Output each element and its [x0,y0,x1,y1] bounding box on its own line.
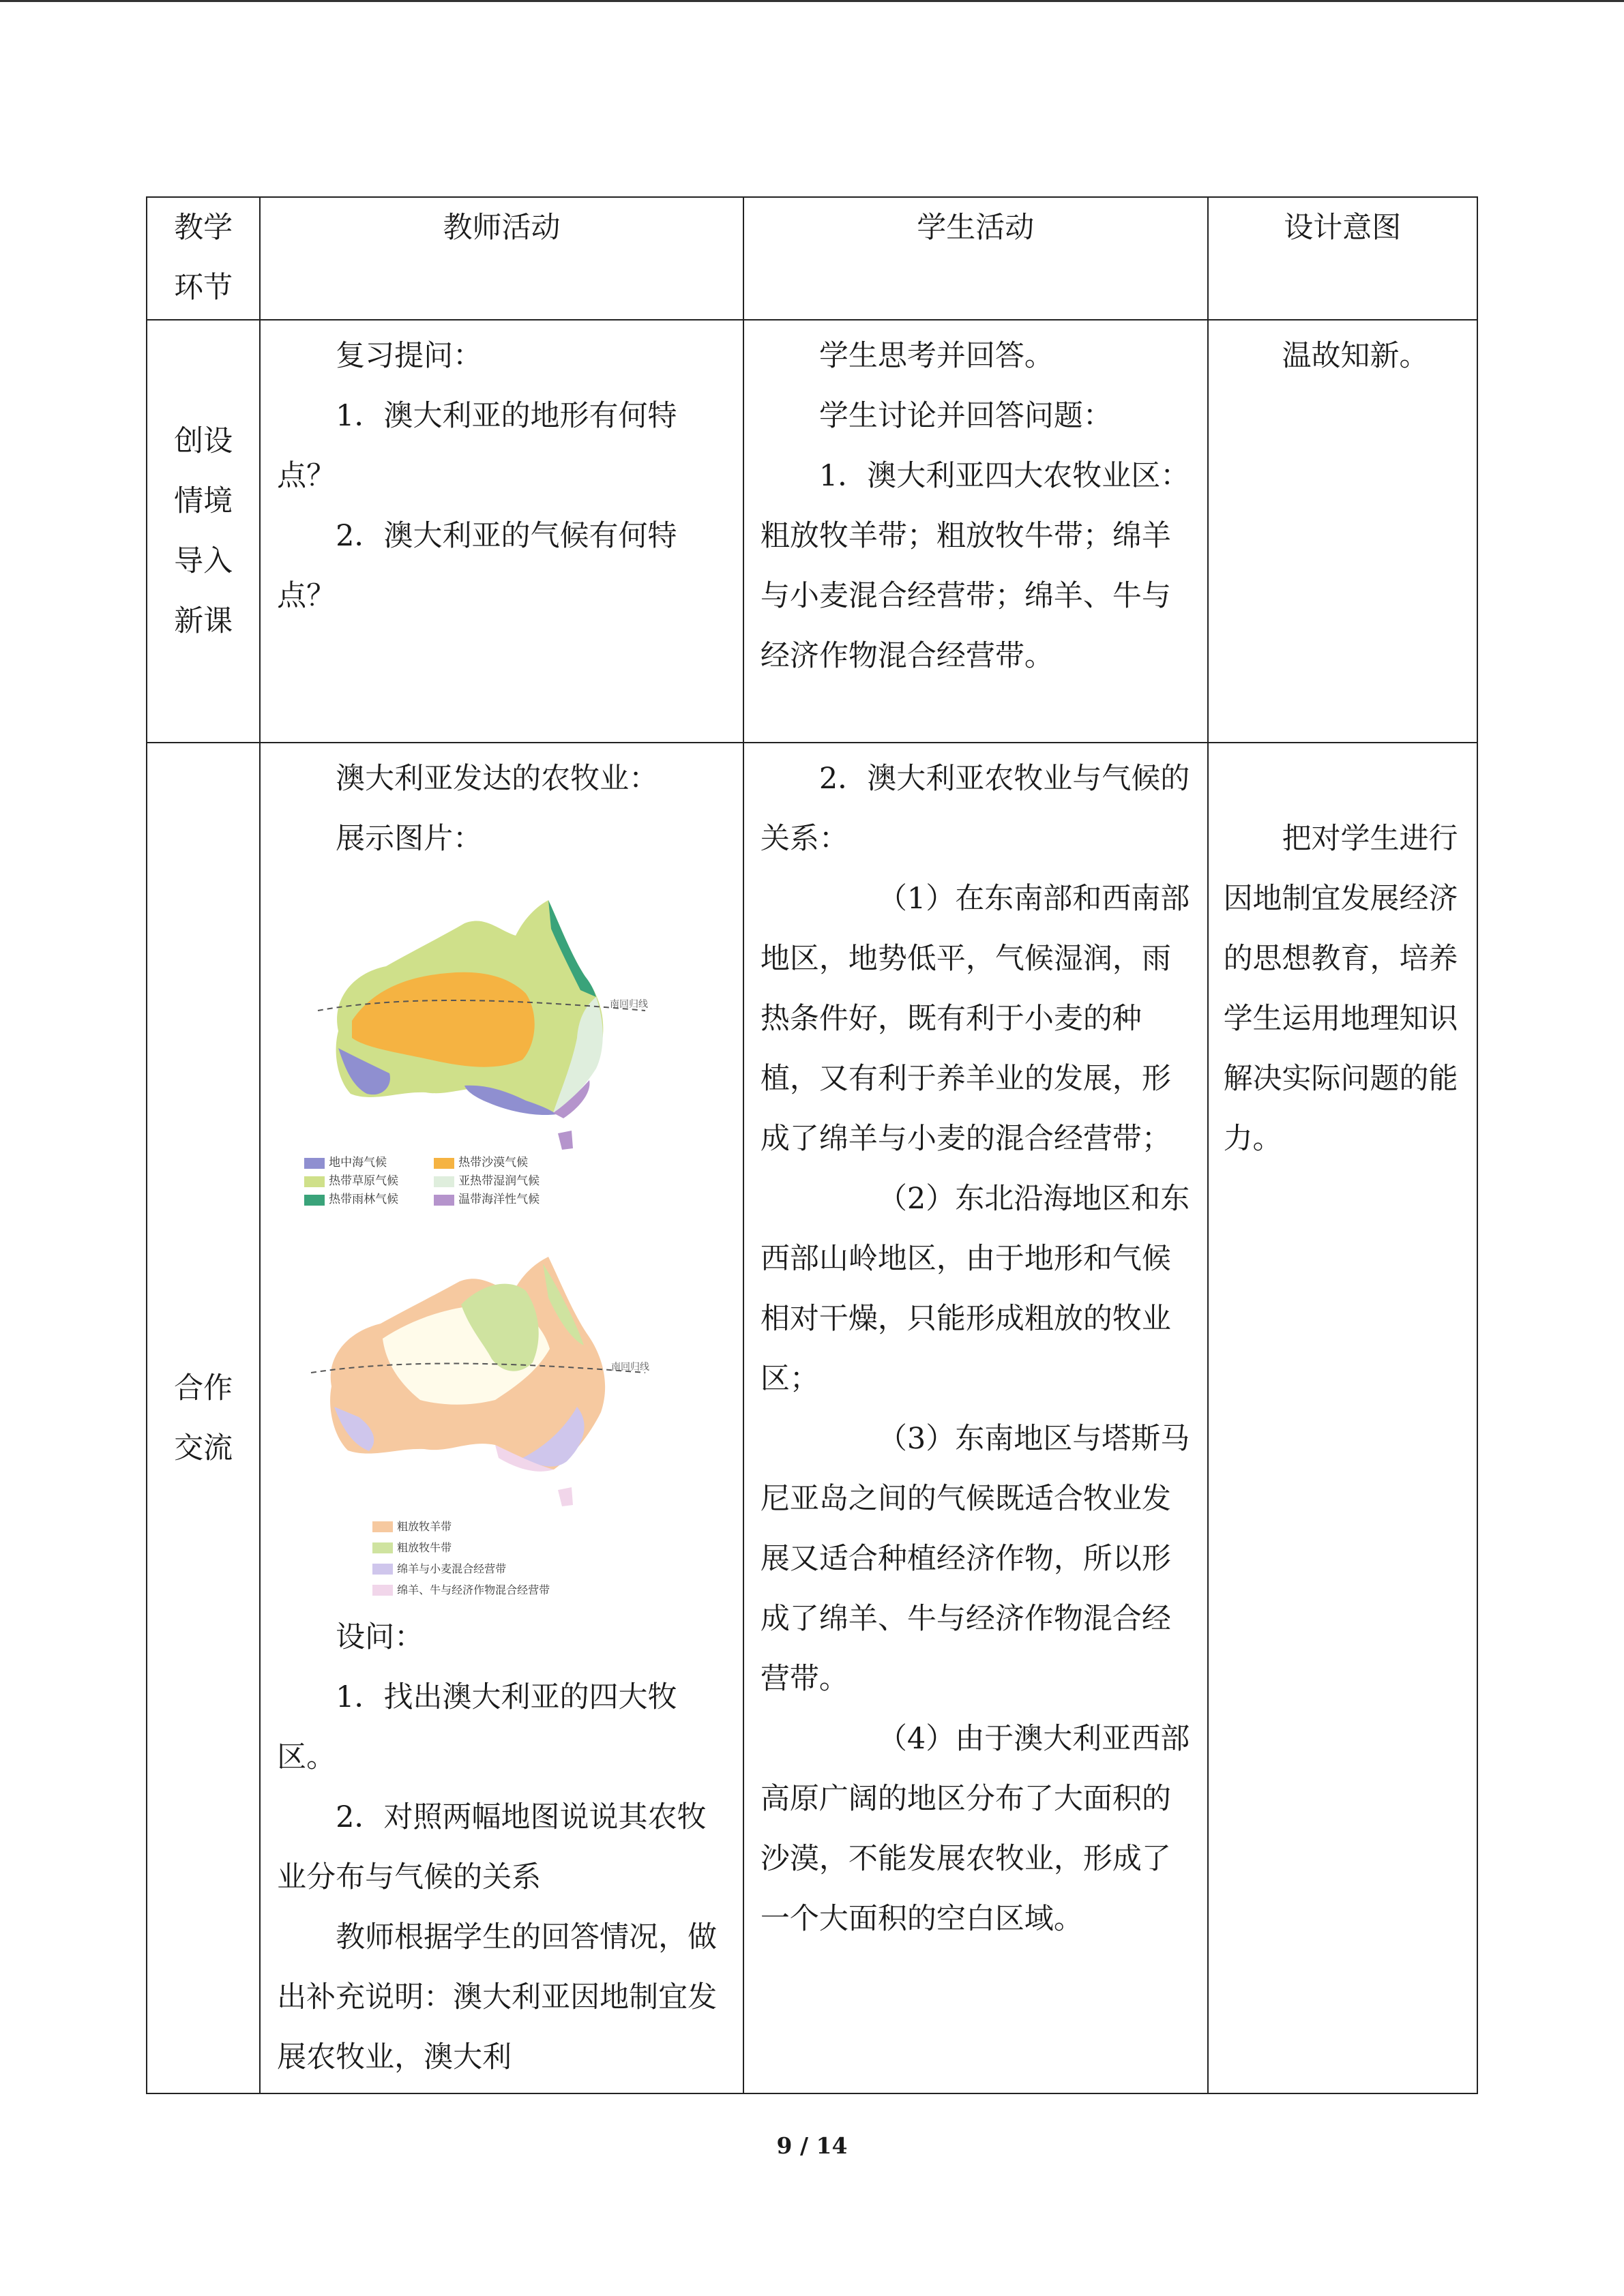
student-paragraph: （3）东南地区与塔斯马尼亚岛之间的气候既适合牧业发展又适合种植经济作物，所以形成了绵羊、牛与经济作物混合经营带。 [760,1422,1190,1696]
legend-item: 亚热带湿润气候 [434,1172,570,1191]
student-paragraph: 学生思考并回答。 [818,339,1054,373]
tropic-label: 南回归线 [610,999,649,1010]
legend-item: 粗放牧羊带 [372,1516,673,1537]
teacher-paragraph: 设问： [336,1620,424,1654]
student-activity-cell [743,320,1208,743]
legend-item: 绵羊与小麦混合经营带 [372,1558,673,1579]
header-teacher: 教师活动 [260,197,743,320]
table-row [147,320,1477,743]
page-number: 9 / 14 [776,2132,848,2159]
climate-legend [304,1154,673,1209]
legend-item: 粗放牧牛带 [372,1537,673,1558]
header-stage: 教学环节 [147,197,260,320]
teacher-paragraph: 1．找出澳大利亚的四大牧区。 [277,1680,677,1774]
student-paragraph: 1．澳大利亚四大农牧业区：粗放牧羊带；粗放牧牛带；绵羊与小麦混合经营带；绵羊、牛与经济作物混合经营带。 [760,459,1190,673]
stage-label: 合作交流 [174,1371,233,1465]
design-intent-cell [1208,743,1477,2093]
student-activity-cell [743,743,1208,2093]
stage-cell [147,320,260,743]
teacher-paragraph: 教师根据学生的回答情况，做出补充说明：澳大利亚因地制宜发展农牧业，澳大利 [277,1920,718,2074]
legend-item: 温带海洋性气候 [434,1191,570,1209]
teacher-paragraph: 2．对照两幅地图说说其农牧业分布与气候的关系 [277,1800,707,1894]
table-header-row [147,197,1477,320]
teacher-paragraph: 复习提问： [336,339,483,373]
climate-map-figure [291,881,673,1209]
tropic-label: 南回归线 [611,1362,650,1373]
teacher-paragraph: 2．澳大利亚的气候有何特点？ [277,519,677,613]
legend-item: 绵羊、牛与经济作物混合经营带 [372,1579,673,1600]
agriculture-legend [372,1516,673,1600]
stage-cell [147,743,260,2093]
stage-label: 创设情境导入新课 [174,424,233,638]
climate-map-image [291,881,673,1154]
agriculture-map-image [291,1236,673,1516]
student-paragraph: （4）由于澳大利亚西部高原广阔的地区分布了大面积的沙漠，不能发展农牧业，形成了一个大面积的空白区域。 [760,1722,1190,1936]
legend-item: 地中海气候 [304,1154,420,1172]
teacher-activity-cell [260,743,743,2093]
top-rule [0,0,1624,2]
student-paragraph: 2．澳大利亚农牧业与气候的关系： [760,762,1190,856]
teacher-paragraph: 1．澳大利亚的地形有何特点？ [277,399,677,493]
teacher-paragraph: 展示图片： [336,822,483,856]
header-intent: 设计意图 [1208,197,1477,320]
intent-text: 把对学生进行因地制宜发展经济的思想教育，培养学生运用地理知识解决实际问题的能力。 [1223,822,1458,1156]
header-student: 学生活动 [743,197,1208,320]
student-paragraph: （1）在东南部和西南部地区，地势低平，气候湿润，雨热条件好，既有利于小麦的种植，又有利于养羊业的发展，形成了绵羊与小麦的混合经营带； [760,882,1190,1156]
teacher-activity-cell [260,320,743,743]
design-intent-cell [1208,320,1477,743]
teacher-paragraph: 澳大利亚发达的农牧业： [336,762,659,796]
legend-item: 热带沙漠气候 [434,1154,570,1172]
lesson-plan-table [146,196,1478,2094]
intent-text: 温故知新。 [1282,339,1429,373]
table-row [147,743,1477,2093]
student-paragraph: （2）东北沿海地区和东西部山岭地区，由于地形和气候相对干燥，只能形成粗放的牧业区； [760,1182,1190,1396]
legend-item: 热带雨林气候 [304,1191,420,1209]
legend-item: 热带草原气候 [304,1172,420,1191]
student-paragraph: 学生讨论并回答问题： [818,399,1112,433]
agriculture-map-figure [291,1236,673,1600]
